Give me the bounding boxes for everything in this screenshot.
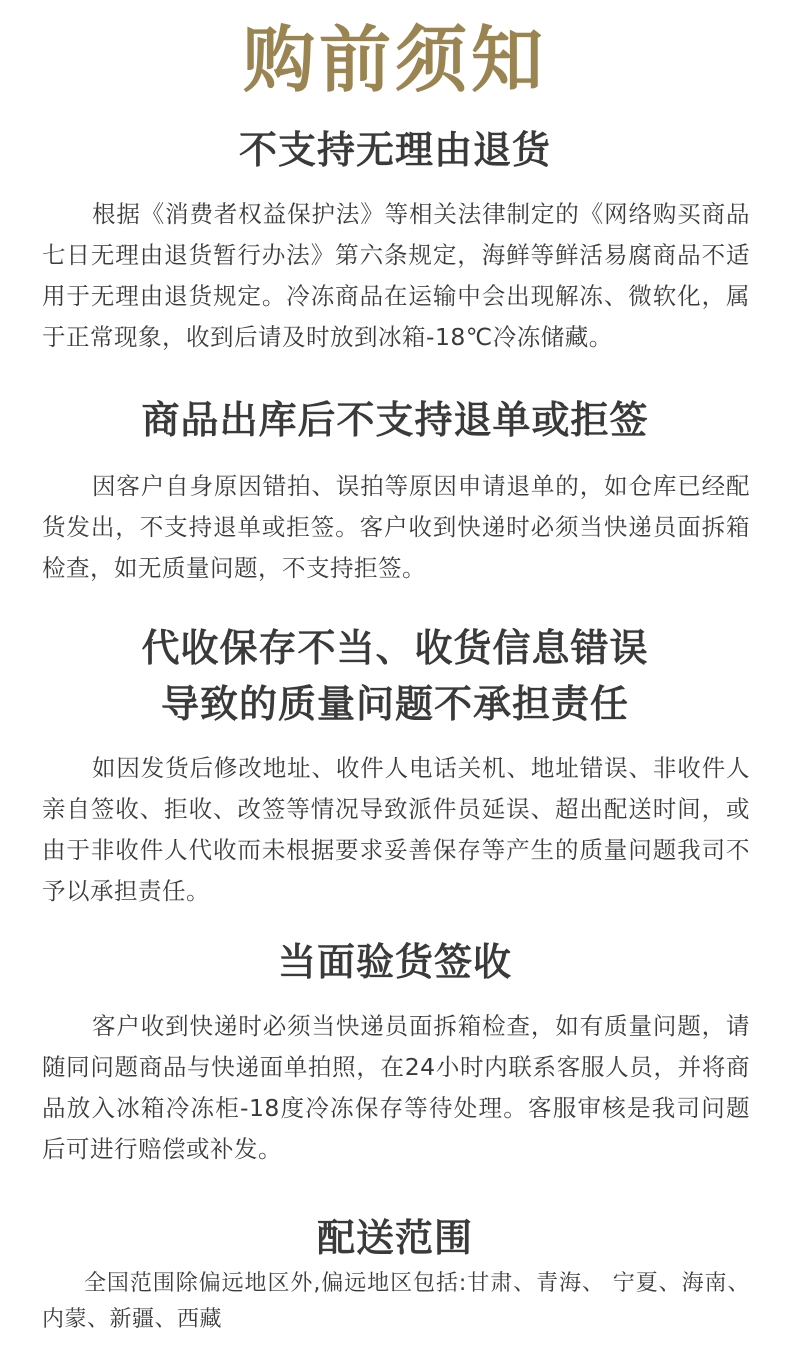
section-heading-inspect-on-delivery: 当面验货签收 [277, 940, 512, 984]
section-text-no-cancel-after-shipping: 因客户自身原因错拍、误拍等原因申请退单的，如仓库已经配货发出，不支持退单或拒签。客户收到快递时必须当快递员面拆箱检查，如无质量问题，不支持拒签。 [42, 472, 750, 582]
page-title: 购前须知 [242, 18, 547, 102]
section-heading-liability-line2: 导致的质量问题不承担责任 [160, 682, 629, 726]
section-heading-no-cancel-after-shipping: 商品出库后不支持退单或拒签 [141, 398, 649, 442]
section-heading-no-reason-return: 不支持无理由退货 [238, 128, 551, 172]
section-heading-liability-line1: 代收保存不当、收货信息错误 [141, 626, 649, 670]
section-heading-delivery-range: 配送范围 [316, 1216, 473, 1260]
section-text-inspect-on-delivery: 客户收到快递时必须当快递员面拆箱检查，如有质量问题，请随同问题商品与快递面单拍照，在24小时内联系客服人员，并将商品放入冰箱冷冻柜-18度冷冻保存等待处理。客服审核是我司问题后可进行赔偿或补发。 [42, 1012, 750, 1163]
section-text-no-reason-return: 根据《消费者权益保护法》等相关法律制定的《网络购买商品七日无理由退货暂行办法》第六条规定，海鲜等鲜活易腐商品不适用于无理由退货规定。冷冻商品在运输中会出现解冻、微软化，属于正常现象，收到后请及时放到冰箱-18℃冷冻储藏。 [42, 200, 750, 351]
section-text-delivery-range: 全国范围除偏远地区外,偏远地区包括:甘肃、青海、 宁夏、海南、内蒙、新疆、西藏 [42, 1271, 750, 1332]
section-text-liability: 如因发货后修改地址、收件人电话关机、地址错误、非收件人亲自签收、拒收、改签等情况导致派件员延误、超出配送时间，或由于非收件人代收而未根据要求妥善保存等产生的质量问题我司不予以承担责任。 [42, 754, 750, 905]
